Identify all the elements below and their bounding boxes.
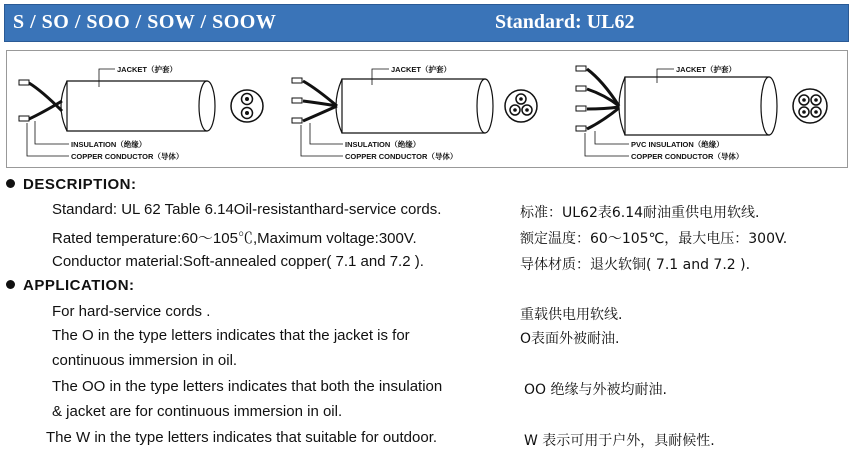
bullet-icon [6, 280, 15, 289]
header-bar [4, 4, 849, 42]
jacket-label: JACKET（护套） [676, 65, 737, 74]
description-heading: DESCRIPTION: [6, 176, 137, 193]
bullet-icon [6, 179, 15, 188]
insulation-label: PVC INSULATION（绝缘） [631, 140, 724, 149]
application-line-cn: 重载供电用软线. [520, 307, 623, 323]
application-line-en: The O in the type letters indicates that the jacket is for [52, 327, 410, 344]
cable-types-title: S / SO / SOO / SOW / SOOW [13, 11, 277, 33]
cable-diagrams [7, 51, 849, 169]
cable-diagram-panel [6, 50, 848, 168]
application-line-cn: O表面外被耐油. [520, 331, 620, 347]
cable-diagram-2-core [19, 64, 263, 161]
application-heading: APPLICATION: [6, 277, 135, 294]
insulation-label: INSULATION（绝缘） [71, 140, 147, 149]
application-line-en: The OO in the type letters indicates that both the insulation [52, 378, 443, 395]
description-line-cn: 额定温度：60～105℃，最大电压：300V. [520, 231, 788, 247]
application-line-en: For hard-service cords . [52, 303, 211, 320]
application-line-en: continuous immersion in oil. [52, 352, 238, 369]
application-line-cn: OO 绝缘与外被均耐油. [524, 382, 667, 398]
conductor-label: COPPER CONDUCTOR（导体） [71, 152, 184, 161]
insulation-label: INSULATION（绝缘） [345, 140, 421, 149]
jacket-label: JACKET（护套） [391, 65, 452, 74]
description-line-cn: 导体材质：退火软铜( 7.1 and 7.2 ). [520, 257, 751, 273]
application-line-en: The W in the type letters indicates that suitable for outdoor. [46, 429, 438, 446]
conductor-label: COPPER CONDUCTOR（导体） [345, 152, 458, 161]
jacket-label: JACKET（护套） [117, 65, 178, 74]
cable-diagram-4-core [576, 64, 827, 161]
application-line-en: & jacket are for continuous immersion in oil. [52, 403, 343, 420]
standard-title: Standard: UL62 [495, 11, 635, 33]
application-line-cn: W 表示可用于户外，具耐候性. [524, 433, 715, 449]
description-line-en: Standard: UL 62 Table 6.14Oil-resistanthard-service cords. [52, 201, 442, 218]
description-line-en: Rated temperature:60～105℃,Maximum voltage:300V. [52, 230, 417, 247]
cable-diagram-3-core [292, 64, 537, 161]
description-line-cn: 标准：UL62表6.14耐油重供电用软线. [520, 205, 760, 221]
description-line-en: Conductor material:Soft-annealed copper( 7.1 and 7.2 ). [52, 253, 424, 270]
conductor-label: COPPER CONDUCTOR（导体） [631, 152, 744, 161]
